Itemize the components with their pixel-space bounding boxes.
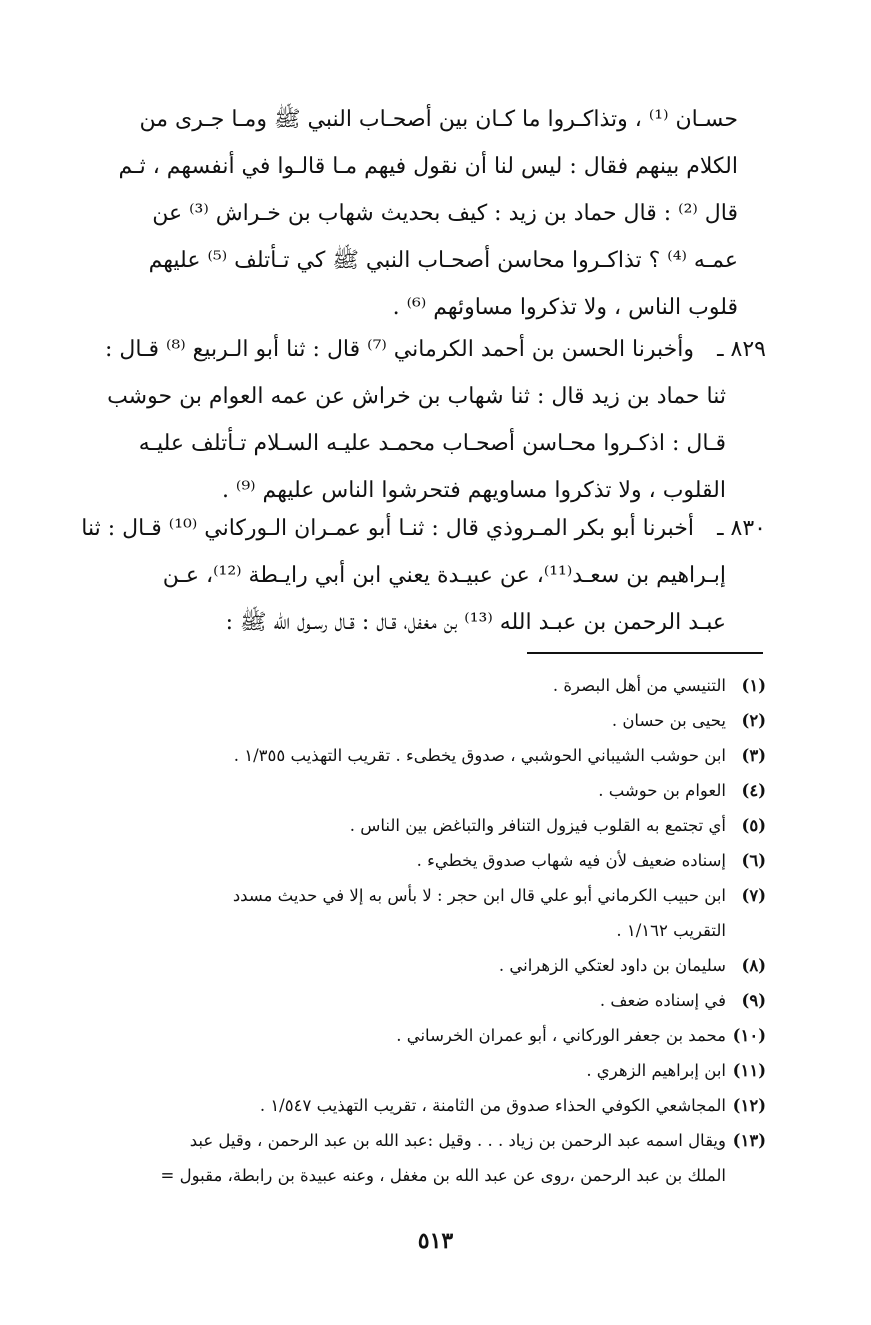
text-line: إبـراهيم بن سعـد⁽¹¹⁾، عن عبيـدة يعني ابن أبي رايـطة ⁽¹²⁾، عـن [162, 563, 726, 588]
text-line: ثنا حماد بن زيد قال : ثنا شهاب بن خراش عن عمه العوام بن حوشب [107, 384, 726, 409]
footnote-number: (١٣) [732, 1131, 766, 1150]
page-number: ٥١٣ [417, 1228, 454, 1254]
footnote-number: (٨) [741, 956, 766, 975]
footnote-text: التنيسي من أهل البصرة . [552, 676, 726, 695]
footnote [76, 808, 766, 843]
entry-number: ٨٢٩ ـ [717, 337, 766, 362]
footnote [76, 843, 766, 878]
footnote [76, 703, 766, 738]
entry-number: ٨٣٠ ـ [717, 516, 766, 541]
footnote-number: (١) [741, 676, 766, 695]
footnote [76, 878, 766, 913]
text-line: قلوب الناس ، ولا تذكروا مساوئهم ⁽⁶⁾ . [392, 295, 738, 320]
footnote-number: (١١) [732, 1061, 766, 1080]
footnote [76, 1088, 766, 1123]
footnote-continuation: التقريب ١/١٦٢ . [616, 921, 726, 940]
footnote-number: (٣) [741, 746, 766, 765]
text-line: الكلام بينهم فقال : ليس لنا أن نقول فيهم مـا قالـوا في أنفسهم ، ثـم [118, 154, 738, 179]
footnote [76, 948, 766, 983]
footnote [76, 1018, 766, 1053]
footnote-number: (٥) [741, 816, 766, 835]
text-line: أخبرنا أبو بكر المـروذي قال : ثنـا أبو عمـران الـوركاني ⁽¹⁰⁾ قـال : ثنا [81, 516, 694, 541]
footnote [76, 738, 766, 773]
text-line: قال ⁽²⁾ : قال حماد بن زيد : كيف بحديث شهاب بن خـراش ⁽³⁾ عن [152, 201, 738, 226]
text-line: وأخبرنا الحسن بن أحمد الكرماني ⁽⁷⁾ قال : ثنا أبو الـربيع ⁽⁸⁾ قـال : [104, 337, 694, 362]
top-paragraph [78, 96, 738, 331]
footnote-number: (٩) [741, 991, 766, 1010]
footnote-text: سليمان بن داود لعتكي الزهراني . [498, 956, 726, 975]
text-line: قـال : اذكـروا محـاسن أصحـاب محمـد عليـه السـلام تـأتلف عليـه [138, 431, 726, 456]
footnote-text: في إسناده ضعف . [599, 991, 726, 1010]
footnote-text: العوام بن حوشب . [598, 781, 726, 800]
footnote [76, 668, 766, 703]
footnote [76, 1123, 766, 1158]
footnote-text: ابن إبراهيم الزهري . [586, 1061, 726, 1080]
footnote-text: المجاشعي الكوفي الحذاء صدوق من الثامنة ، تقريب التهذيب ١/٥٤٧ . [259, 1096, 726, 1115]
footnote-text: يحيى بن حسان . [611, 711, 726, 730]
footnote-text: إسناده ضعيف لأن فيه شهاب صدوق يخطيء . [416, 851, 726, 870]
text-line: عمـه ⁽⁴⁾ ؟ تذاكـروا محاسن أصحـاب النبي ﷺ كي تـأتلف ⁽⁵⁾ عليهم [148, 248, 738, 273]
footnote-number: (١٠) [732, 1026, 766, 1045]
footnote-text: أي تجتمع به القلوب فيزول التنافر والتباغض بين الناس . [349, 816, 726, 835]
footnote-number: (٤) [741, 781, 766, 800]
footnote [76, 983, 766, 1018]
footnote-number: (٧) [741, 886, 766, 905]
footnote-number: (٦) [741, 851, 766, 870]
footnote-separator [527, 652, 763, 654]
footnote-text: محمد بن جعفر الوركاني ، أبو عمران الخرساني . [396, 1026, 726, 1045]
footnote-text: ابن حوشب الشيباني الحوشبي ، صدوق يخطىء . تقريب التهذيب ١/٣٥٥ . [233, 746, 726, 765]
text-line: حسـان ⁽¹⁾ ، وتذاكـروا ما كـان بين أصحـاب النبي ﷺ ومـا جـرى من [139, 107, 738, 132]
footnote [76, 773, 766, 808]
footnote-text: ابن حبيب الكرماني أبو علي قال ابن حجر : لا بأس به إلا في حديث مسدد [232, 886, 726, 905]
footnote [76, 1053, 766, 1088]
hadith-entry-829 [76, 326, 766, 514]
footnote-continuation: الملك بن عبد الرحمن ،روى عن عبد الله بن مغفل ، وعنه عبيدة بن رابطة، مقبول = [160, 1166, 726, 1185]
text-line: القلوب ، ولا تذكروا مساويهم فتحرشوا الناس عليهم ⁽⁹⁾ . [221, 478, 726, 503]
hadith-entry-830 [76, 505, 766, 646]
footnotes [76, 668, 766, 1193]
footnote-text: ويقال اسمه عبد الرحمن بن زياد . . . وقيل :عبد الله بن عبد الرحمن ، وقيل عبد [189, 1131, 726, 1150]
footnote-number: (١٢) [732, 1096, 766, 1115]
footnote-number: (٢) [741, 711, 766, 730]
text-line: عبـد الرحمن بن عبـد الله ⁽¹³⁾ بن مغفل، قـال : قـال رسـول الله ﷺ : [225, 610, 726, 635]
